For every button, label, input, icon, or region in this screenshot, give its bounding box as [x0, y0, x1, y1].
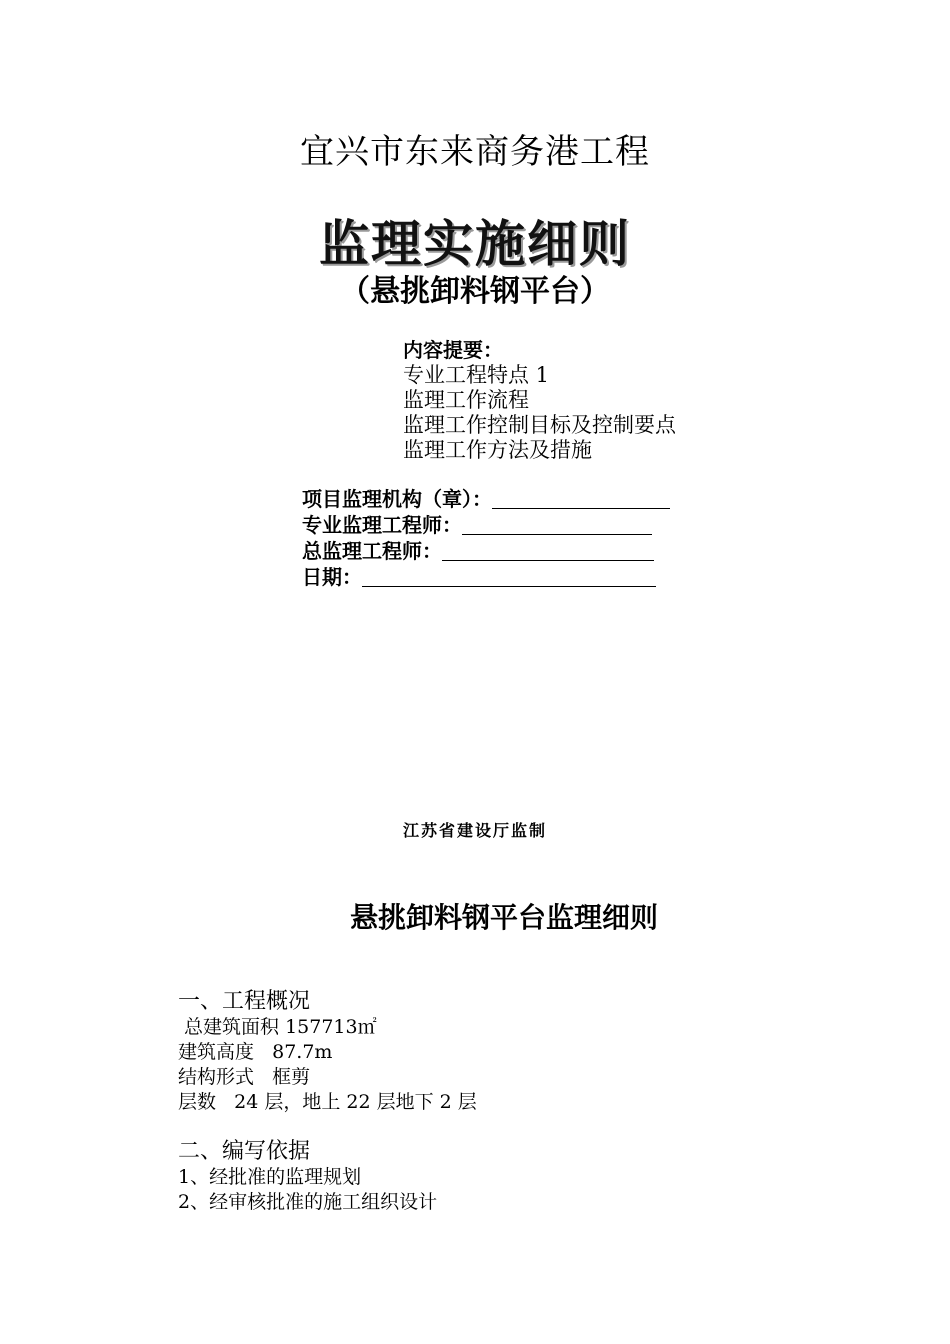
signature-blank	[492, 490, 670, 509]
signature-label: 日期：	[302, 565, 362, 589]
contents-item: 监理工作流程	[403, 388, 529, 412]
signature-label: 总监理工程师：	[302, 539, 442, 563]
signature-blank	[462, 516, 652, 535]
section-heading: 二、编写依据	[178, 1139, 311, 1164]
contents-item: 专业工程特点 1	[403, 363, 550, 387]
signature-blank	[362, 568, 656, 587]
signature-blank	[442, 542, 654, 561]
section-line: 2、经审核批准的施工组织设计	[178, 1191, 438, 1213]
section-line: 结构形式 框剪	[178, 1066, 311, 1088]
signature-block	[302, 486, 670, 590]
sub-title: （悬挑卸料钢平台）	[340, 274, 610, 309]
document-title: 悬挑卸料钢平台监理细则	[349, 901, 658, 934]
main-title: 监理实施细则	[319, 215, 631, 273]
section-line: 层数 24 层，地上 22 层地下 2 层	[178, 1091, 477, 1113]
contents-summary	[403, 338, 676, 463]
section-basis	[178, 1138, 437, 1215]
section-line: 总建筑面积 157713㎡	[178, 1016, 377, 1038]
section-line: 1、经批准的监理规划	[178, 1166, 362, 1188]
signature-label: 项目监理机构（章）：	[302, 487, 492, 511]
signature-row-date	[302, 564, 670, 590]
contents-item: 监理工作控制目标及控制要点	[403, 413, 676, 437]
signature-label: 专业监理工程师：	[302, 513, 462, 537]
contents-heading: 内容提要：	[403, 338, 503, 362]
section-project-overview	[178, 988, 477, 1115]
issuer-text: 江苏省建设厅监制	[402, 821, 547, 840]
section-heading: 一、工程概况	[178, 989, 311, 1014]
section-line: 建筑高度 87.7m	[178, 1041, 333, 1063]
project-title: 宜兴市东来商务港工程	[300, 132, 650, 172]
contents-item: 监理工作方法及措施	[403, 438, 592, 462]
